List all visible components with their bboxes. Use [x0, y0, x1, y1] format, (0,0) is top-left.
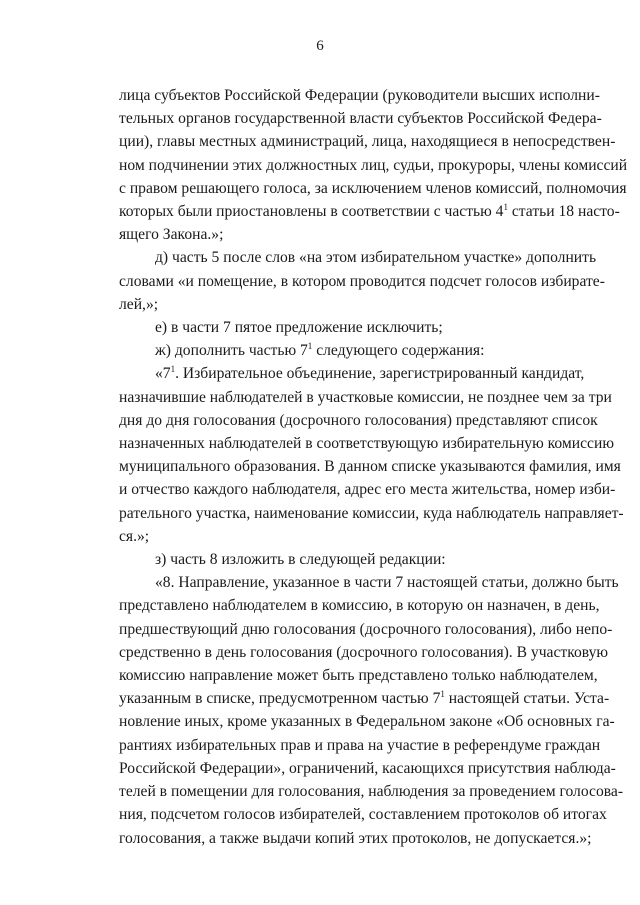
text-line: ном подчинении этих должностных лиц, судьи, прокуроры, члены комиссий	[119, 156, 628, 174]
text-line: новление иных, кроме указанных в Федеральном законе «Об основных га-	[119, 713, 615, 731]
text-line: которых были приостановлены в соответствии с частью $4^1$ статьи 18 насто-	[119, 202, 620, 221]
text-line: с правом решающего голоса, за исключением членов комиссий, полномочия	[119, 179, 627, 197]
text-line: средственно в день голосования (досрочного голосования). В участковую	[119, 643, 609, 661]
text-line: ния, подсчетом голосов избирателей, составлением протоколов об итогах	[119, 806, 607, 824]
text-line: телей в помещении для голосования, наблюдения за проведением голосова-	[119, 783, 624, 801]
text-line: ции), главы местных администраций, лица, находящиеся в непосредствен-	[119, 133, 616, 151]
text-line: «8. Направление, указанное в части 7 настоящей статьи, должно быть	[155, 574, 619, 592]
text-line: з) часть 8 изложить в следующей редакции:	[155, 551, 446, 569]
text-line: указанным в списке, предусмотренном частью $7^1$ настоящей статьи. Уста-	[119, 689, 610, 708]
paragraph-p6	[119, 548, 554, 571]
text-line: предшествующий дню голосования (досрочного голосования), либо непо-	[119, 620, 613, 638]
text-line: назначившие наблюдателей в участковые комиссии, не позднее чем за три	[119, 388, 612, 406]
text-line: муниципального образования. В данном списке указываются фамилия, имя	[119, 458, 621, 476]
text-line: комиссию направление может быть представлено только наблюдателем,	[119, 667, 598, 685]
text-line: дня до дня голосования (досрочного голосования) представляют список	[119, 411, 598, 429]
document-body	[119, 84, 628, 850]
text-line: ящего Закона.»;	[119, 226, 224, 244]
paragraph-p7	[119, 571, 624, 849]
paragraph-p1	[119, 84, 628, 246]
text-line: назначенных наблюдателей в соответствующую избирательную комиссию	[119, 435, 614, 453]
paragraph-p2	[119, 246, 605, 316]
text-line: тельных органов государственной власти субъектов Российской Федера-	[119, 110, 602, 128]
text-line: голосования, а также выдачи копий этих протоколов, не допускается.»;	[119, 829, 592, 847]
text-line: лей,»;	[119, 295, 159, 313]
text-line: представлено наблюдателем в комиссию, в которую он назначен, в день,	[119, 597, 600, 615]
text-line: рантиях избирательных прав и права на участие в референдуме граждан	[119, 736, 601, 754]
text-line: «$7^1$. Избирательное объединение, зарегистрированный кандидат,	[155, 364, 585, 383]
text-line: словами «и помещение, в котором проводится подсчет голосов избирате-	[119, 272, 605, 290]
text-line: ж) дополнить частью $7^1$ следующего содержания:	[155, 341, 485, 360]
text-line: д) часть 5 после слов «на этом избирательном участке» дополнить	[155, 249, 597, 267]
text-line: и отчество каждого наблюдателя, адрес его места жительства, номер изби-	[119, 481, 616, 499]
paragraph-p4	[119, 339, 554, 362]
page-number: 6	[316, 38, 324, 54]
text-line: Российской Федерации», ограничений, касающихся присутствия наблюда-	[119, 759, 616, 777]
paragraph-p5	[119, 362, 624, 548]
text-line: ся.»;	[119, 527, 150, 545]
text-line: е) в части 7 пятое предложение исключить;	[155, 319, 443, 337]
paragraph-p3	[119, 316, 554, 339]
text-line: рательного участка, наименование комиссии, куда наблюдатель направляет-	[119, 504, 624, 522]
text-line: лица субъектов Российской Федерации (руководители высших исполни-	[119, 87, 600, 104]
